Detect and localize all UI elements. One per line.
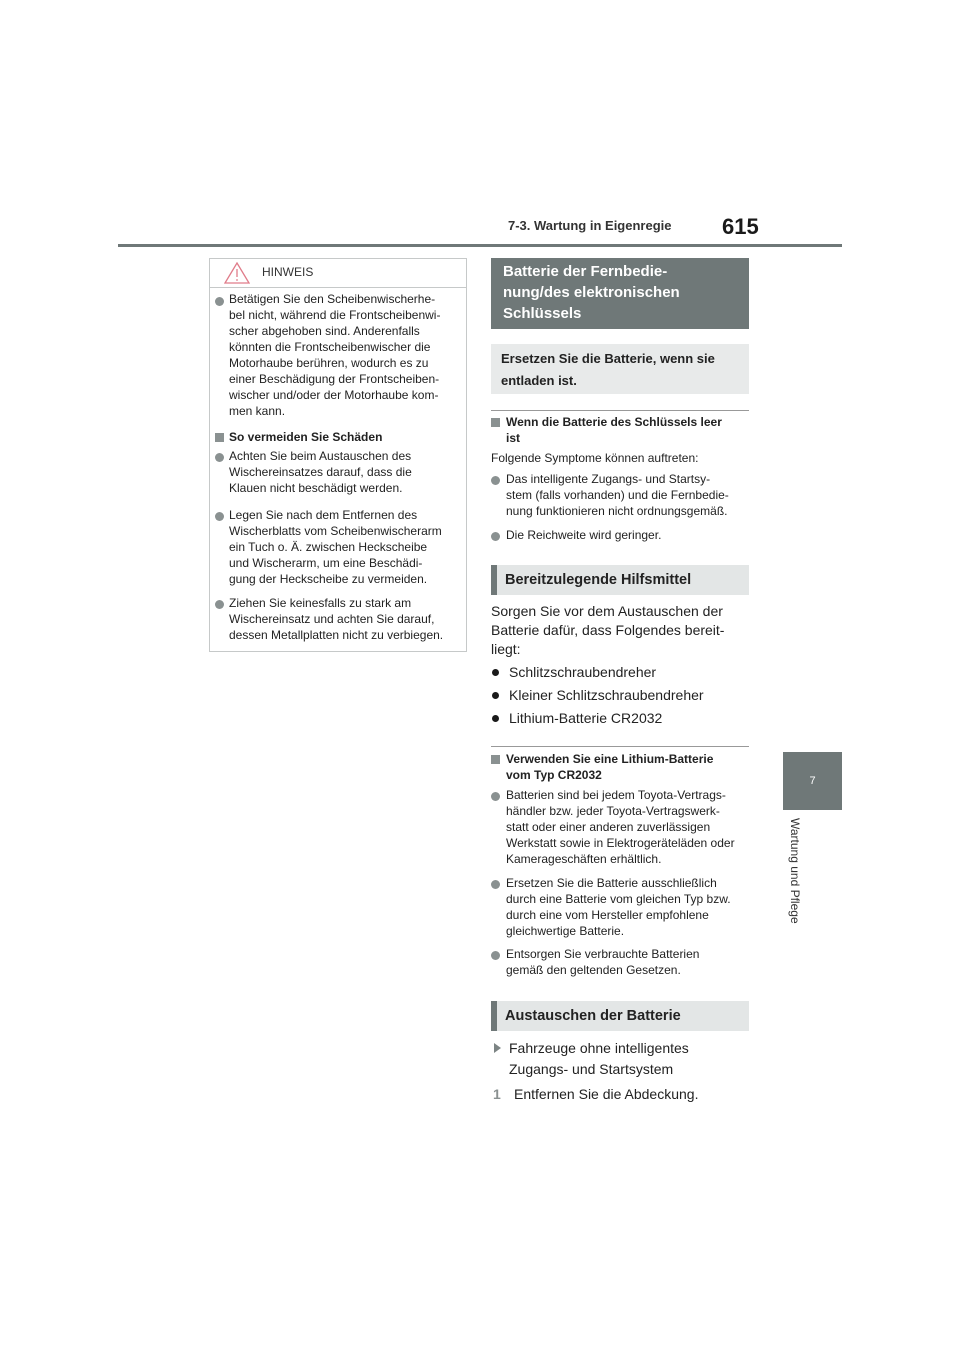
notice-subheading: So vermeiden Sie Schäden bbox=[229, 430, 383, 444]
lithium-item: Batterien sind bei jedem Toyota-Vertrags- händler bzw. jeder Toyota-Vertragswerk- statt oder einer anderen zuverlässigen Werkstatt sowie in Elektrogeräteläden oder Kamerageschäften erhältlich. bbox=[506, 788, 735, 866]
bullet-dot bbox=[492, 715, 499, 722]
bullet-dot bbox=[492, 669, 499, 676]
notice-sub-item: Achten Sie beim Austauschen des Wischereinsatzes darauf, dass die Klauen nicht beschädigt werden. bbox=[229, 449, 412, 495]
chapter-title: Wartung und Pflege bbox=[788, 818, 802, 924]
section-divider bbox=[491, 410, 749, 411]
bullet-dot bbox=[215, 600, 224, 609]
chapter-tab bbox=[783, 752, 842, 810]
empty-battery-lead: Folgende Symptome können auftreten: bbox=[491, 451, 699, 465]
section-divider bbox=[491, 746, 749, 747]
notice-sub-item: Ziehen Sie keinesfalls zu stark am Wischereinsatz und achten Sie darauf, dessen Metallplatten nicht zu verbiegen. bbox=[229, 596, 444, 642]
chapter-number: 7 bbox=[809, 775, 816, 787]
lithium-item: Entsorgen Sie verbrauchte Batterien gemäß den geltenden Gesetzen. bbox=[506, 947, 700, 977]
replace-heading: Austauschen der Batterie bbox=[491, 1001, 749, 1031]
notice-item: Betätigen Sie den Scheibenwischerhe- bel nicht, während die Frontscheibenwi- scher abgehoben sind. Anderenfalls könnten die Frontscheibenwischer die Motorhaube berühren, wodurch es zu einer Beschädigung der Frontscheiben- wischer und/oder der Motorhaube kom- men kann. bbox=[229, 292, 441, 418]
lithium-heading: Verwenden Sie eine Lithium-Batterie vom Typ CR2032 bbox=[506, 752, 714, 782]
tool-item: Schlitzschraubendreher bbox=[509, 664, 657, 680]
vehicle-condition: Fahrzeuge ohne intelligentes Zugangs- und Startsystem bbox=[509, 1040, 689, 1077]
notice-sub-item: Legen Sie nach dem Entfernen des Wischerblatts vom Scheibenwischerarm ein Tuch o. Ä. zwischen Heckscheibe und Wischerarm, um eine Beschädi- gung der Heckscheibe zu vermeiden. bbox=[229, 508, 442, 586]
tool-item: Lithium-Batterie CR2032 bbox=[509, 710, 663, 726]
lithium-item: Ersetzen Sie die Batterie ausschließlich durch eine Batterie vom gleichen Typ bzw. durch eine vom Hersteller empfohlene gleichwertige Batterie. bbox=[506, 876, 731, 938]
main-title: Batterie der Fernbedie- nung/des elektronischen Schlüssels bbox=[491, 258, 749, 329]
tools-heading: Bereitzulegende Hilfsmittel bbox=[491, 565, 749, 595]
bullet-dot bbox=[215, 297, 224, 306]
subheading-square-icon bbox=[491, 418, 500, 427]
bullet-dot bbox=[491, 951, 500, 960]
header-divider bbox=[118, 244, 842, 247]
triangle-marker-icon bbox=[494, 1043, 501, 1053]
tools-lead: Sorgen Sie vor dem Austauschen der Batterie dafür, dass Folgendes bereit- liegt: bbox=[491, 603, 725, 657]
bullet-dot bbox=[491, 880, 500, 889]
page-number: 615 bbox=[722, 214, 759, 239]
bullet-dot bbox=[215, 453, 224, 462]
empty-battery-heading: Wenn die Batterie des Schlüssels leer ist bbox=[506, 415, 722, 445]
subheading-square-icon bbox=[215, 433, 224, 442]
symptom-item: Die Reichweite wird geringer. bbox=[506, 528, 662, 542]
bullet-dot bbox=[491, 792, 500, 801]
intro-box: Ersetzen Sie die Batterie, wenn sie entladen ist. bbox=[491, 344, 749, 394]
bullet-dot bbox=[491, 476, 500, 485]
step-number: 1 bbox=[493, 1086, 501, 1102]
warning-triangle-icon bbox=[224, 262, 250, 284]
notice-title: HINWEIS bbox=[262, 265, 314, 279]
subheading-square-icon bbox=[491, 755, 500, 764]
bullet-dot bbox=[491, 532, 500, 541]
section-label: 7-3. Wartung in Eigenregie bbox=[508, 218, 672, 233]
tool-item: Kleiner Schlitzschraubendreher bbox=[509, 687, 704, 703]
bullet-dot bbox=[492, 692, 499, 699]
symptom-item: Das intelligente Zugangs- und Startsy- stem (falls vorhanden) und die Fernbedie- nung funktionieren nicht ordnungsgemäß. bbox=[506, 472, 729, 518]
step-text: Entfernen Sie die Abdeckung. bbox=[514, 1086, 699, 1102]
bullet-dot bbox=[215, 512, 224, 521]
